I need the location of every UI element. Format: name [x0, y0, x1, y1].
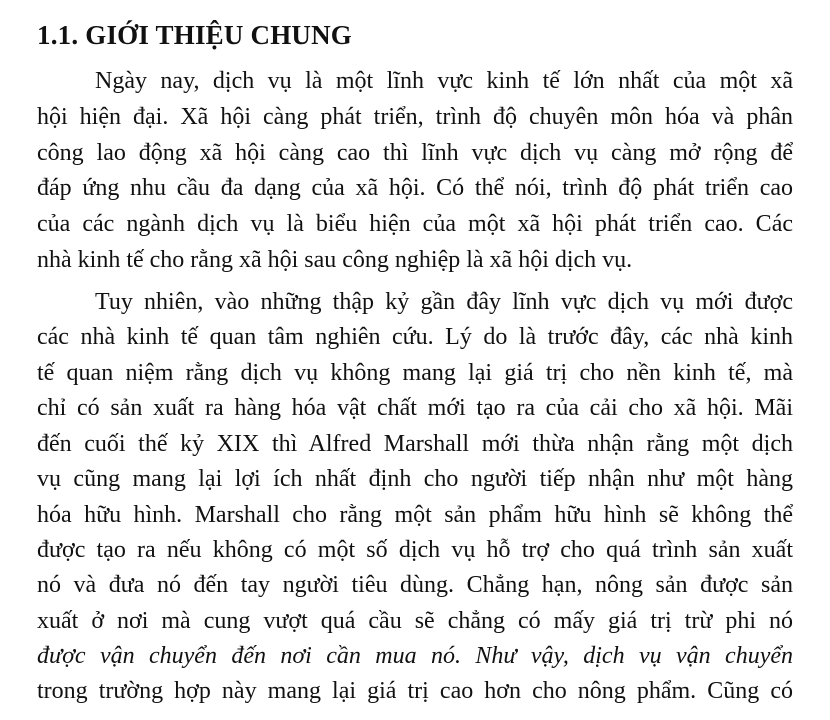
- paragraph-1-line-5: của các ngành dịch vụ là biểu hiện của một xã hội phát triển cao. Các: [37, 211, 793, 237]
- paragraph-1-line-1: Ngày nay, dịch vụ là một lĩnh vực kinh tế lớn nhất của một xã: [95, 68, 793, 94]
- paragraph-2-line-1: Tuy nhiên, vào những thập kỷ gần đây lĩnh vực dịch vụ mới được: [95, 289, 793, 315]
- paragraph-2-line-9: nó và đưa nó đến tay người tiêu dùng. Chẳng hạn, nông sản được sản: [37, 572, 793, 598]
- section-heading: 1.1. GIỚI THIỆU CHUNG: [37, 20, 353, 50]
- paragraph-2-line-8: được tạo ra nếu không có một số dịch vụ hỗ trợ cho quá trình sản xuất: [37, 537, 793, 563]
- paragraph-2-line-2: các nhà kinh tế quan tâm nghiên cứu. Lý do là trước đây, các nhà kinh: [37, 324, 793, 350]
- paragraph-1-line-6: nhà kinh tế cho rằng xã hội sau công nghiệp là xã hội dịch vụ.: [37, 247, 633, 273]
- paragraph-2-line-7: hóa hữu hình. Marshall cho rằng một sản phẩm hữu hình sẽ không thể: [37, 502, 793, 528]
- paragraph-2-line-12: trong trường hợp này mang lại giá trị cao hơn cho nông phẩm. Cũng có: [37, 678, 793, 704]
- paragraph-1-line-3: công lao động xã hội càng cao thì lĩnh vực dịch vụ càng mở rộng để: [37, 140, 793, 166]
- paragraph-2-line-10: xuất ở nơi mà cung vượt quá cầu sẽ chẳng có mấy giá trị trừ phi nó: [37, 608, 793, 634]
- paragraph-2-line-6: vụ cũng mang lại lợi ích nhất định cho người tiếp nhận như một hàng: [37, 466, 793, 492]
- paragraph-2-line-4: chỉ có sản xuất ra hàng hóa vật chất mới tạo ra của cải cho xã hội. Mãi: [37, 395, 793, 421]
- paragraph-2-line-3: tế quan niệm rằng dịch vụ không mang lại giá trị cho nền kinh tế, mà: [37, 360, 793, 386]
- paragraph-2-line-11: được vận chuyển đến nơi cần mua nó. Như vậy, dịch vụ vận chuyển: [37, 643, 793, 669]
- paragraph-2-line-5: đến cuối thế kỷ XIX thì Alfred Marshall mới thừa nhận rằng một dịch: [37, 431, 793, 457]
- paragraph-1-line-4: đáp ứng nhu cầu đa dạng của xã hội. Có thể nói, trình độ phát triển cao: [37, 175, 793, 201]
- paragraph-1-line-2: hội hiện đại. Xã hội càng phát triển, trình độ chuyên môn hóa và phân: [37, 104, 793, 130]
